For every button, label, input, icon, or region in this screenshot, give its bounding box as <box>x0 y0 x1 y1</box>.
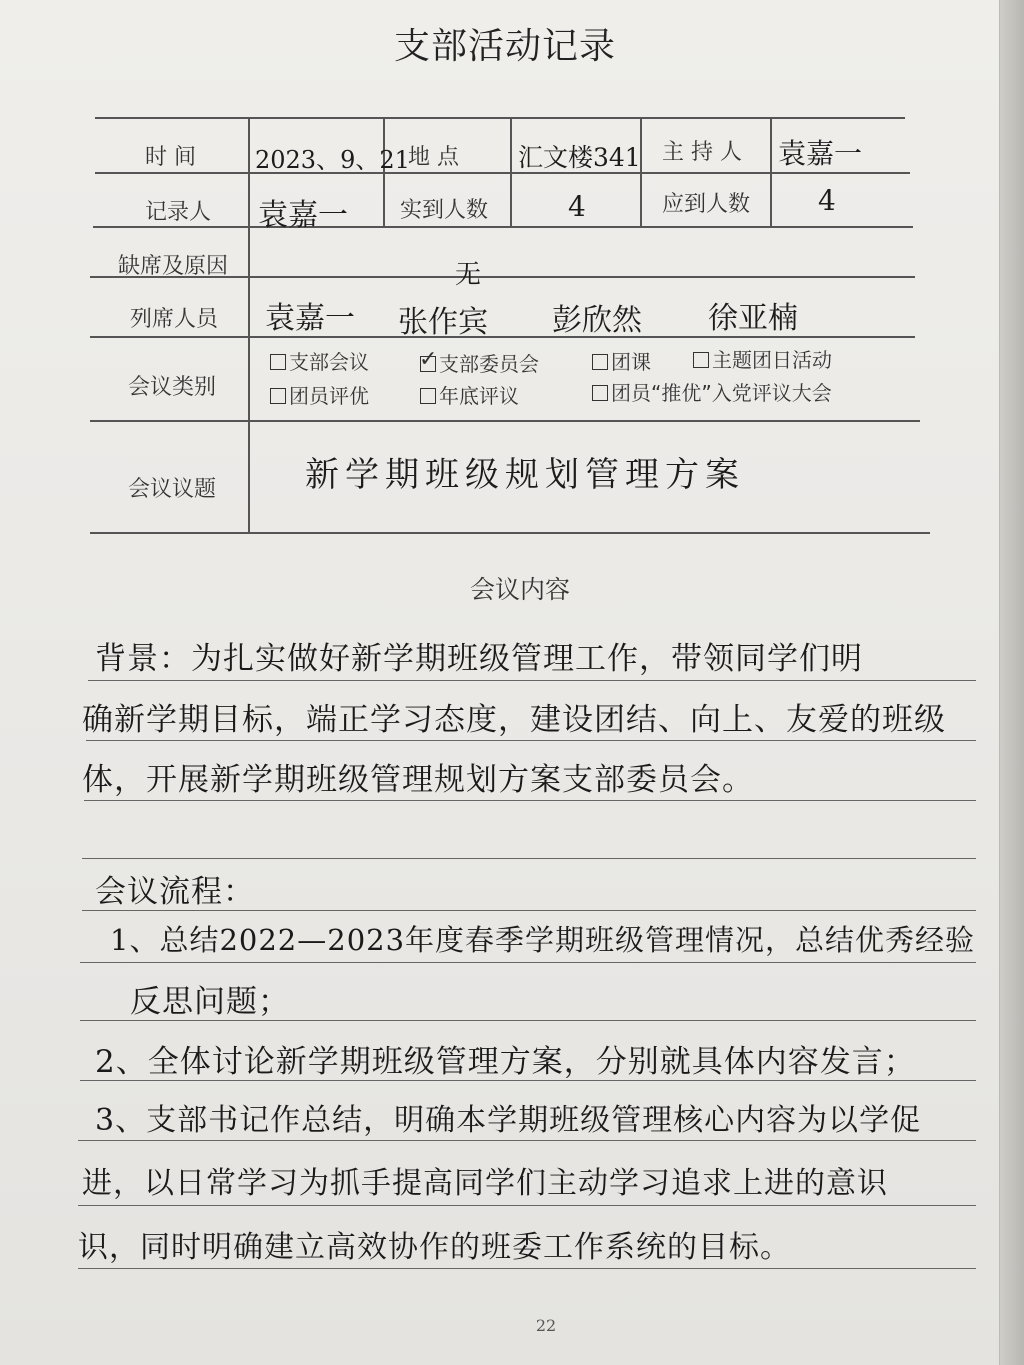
content-line: 体，开展新学期班级管理规划方案支部委员会。 <box>82 762 754 798</box>
checkbox[interactable] <box>270 388 286 404</box>
content-line: 背景：为扎实做好新学期班级管理工作，带领同学们明 <box>95 641 863 677</box>
expected-attendance-value: 4 <box>818 184 836 217</box>
attendee-name: 徐亚楠 <box>708 301 798 336</box>
writing-rule <box>86 740 976 741</box>
place-label: 地 点 <box>408 145 459 170</box>
page-binding-edge <box>999 0 1024 1365</box>
host-value: 袁嘉一 <box>778 137 863 170</box>
recorder-label: 记录人 <box>145 200 212 225</box>
checkbox[interactable] <box>592 354 608 370</box>
content-line: 反思问题； <box>130 984 290 1020</box>
page-number: 22 <box>535 1316 557 1335</box>
table-rule <box>95 172 910 174</box>
writing-rule <box>80 962 976 963</box>
content-line: 会议流程： <box>95 874 255 910</box>
actual-attendance-label: 实到人数 <box>400 198 489 223</box>
writing-rule <box>78 1268 976 1269</box>
writing-rule <box>78 1205 976 1206</box>
meeting-content-title: 会议内容 <box>469 575 570 604</box>
type-option-member-evaluation[interactable]: 团员评优 <box>270 380 369 409</box>
table-column-divider <box>770 117 772 226</box>
checkbox[interactable] <box>270 354 286 370</box>
content-line: 确新学期目标，端正学习态度，建设团结、向上、友爱的班级 <box>82 702 946 738</box>
content-line: 2、全体讨论新学期班级管理方案，分别就具体内容发言； <box>95 1044 916 1080</box>
content-line: 进，以日常学习为抓手提高同学们主动学习追求上进的意识 <box>82 1166 888 1201</box>
content-line: 3、支部书记作总结，明确本学期班级管理核心内容为以学促 <box>95 1103 922 1138</box>
attendee-name: 彭欣然 <box>552 303 642 338</box>
meeting-topic-label: 会议议题 <box>128 477 217 502</box>
table-column-divider <box>510 117 512 226</box>
writing-rule <box>84 800 976 801</box>
checkbox[interactable] <box>592 385 608 401</box>
content-line: 识，同时明确建立高效协作的班委工作系统的目标。 <box>78 1230 791 1265</box>
checkbox[interactable] <box>693 352 709 368</box>
checkbox[interactable] <box>420 388 436 404</box>
table-rule <box>90 420 920 422</box>
checkbox-checked[interactable] <box>419 347 438 372</box>
place-value: 汇文楼341 <box>518 143 641 172</box>
table-top-rule <box>95 117 905 119</box>
attendees-label: 列席人员 <box>130 307 219 332</box>
table-column-divider <box>248 117 250 532</box>
type-option-theme-day[interactable]: 主题团日活动 <box>693 344 832 373</box>
recorder-value: 袁嘉一 <box>258 198 348 233</box>
writing-rule <box>82 858 976 859</box>
actual-attendance-value: 4 <box>568 190 586 223</box>
type-option-league-lesson[interactable]: 团课 <box>592 346 651 375</box>
attendee-name: 袁嘉一 <box>265 301 355 336</box>
time-label: 时 间 <box>145 145 196 170</box>
checkmark-icon: ✓ <box>419 347 438 372</box>
table-bottom-rule <box>90 532 930 534</box>
writing-rule <box>88 680 976 681</box>
type-option-party-recommendation[interactable]: 团员“推优”入党评议大会 <box>592 377 832 406</box>
content-line: 1、总结2022—2023年度春季学期班级管理情况，总结优秀经验 <box>110 923 976 957</box>
type-option-branch-committee[interactable]: ✓ 支部委员会 <box>419 347 539 376</box>
table-rule <box>93 226 913 228</box>
absence-value: 无 <box>455 260 482 290</box>
expected-attendance-label: 应到人数 <box>662 192 751 217</box>
writing-rule <box>78 1140 976 1141</box>
type-option-year-end-review[interactable]: 年底评议 <box>420 380 519 409</box>
time-value: 2023、9、21 <box>255 146 410 174</box>
attendee-name: 张作宾 <box>398 305 488 340</box>
type-option-branch-meeting[interactable]: 支部会议 <box>270 346 369 375</box>
meeting-topic-value: 新学期班级规划管理方案 <box>305 455 745 495</box>
absence-label: 缺席及原因 <box>118 254 229 279</box>
page-title: 支部活动记录 <box>393 26 616 67</box>
meeting-type-label: 会议类别 <box>128 375 217 400</box>
host-label: 主 持 人 <box>662 140 742 165</box>
